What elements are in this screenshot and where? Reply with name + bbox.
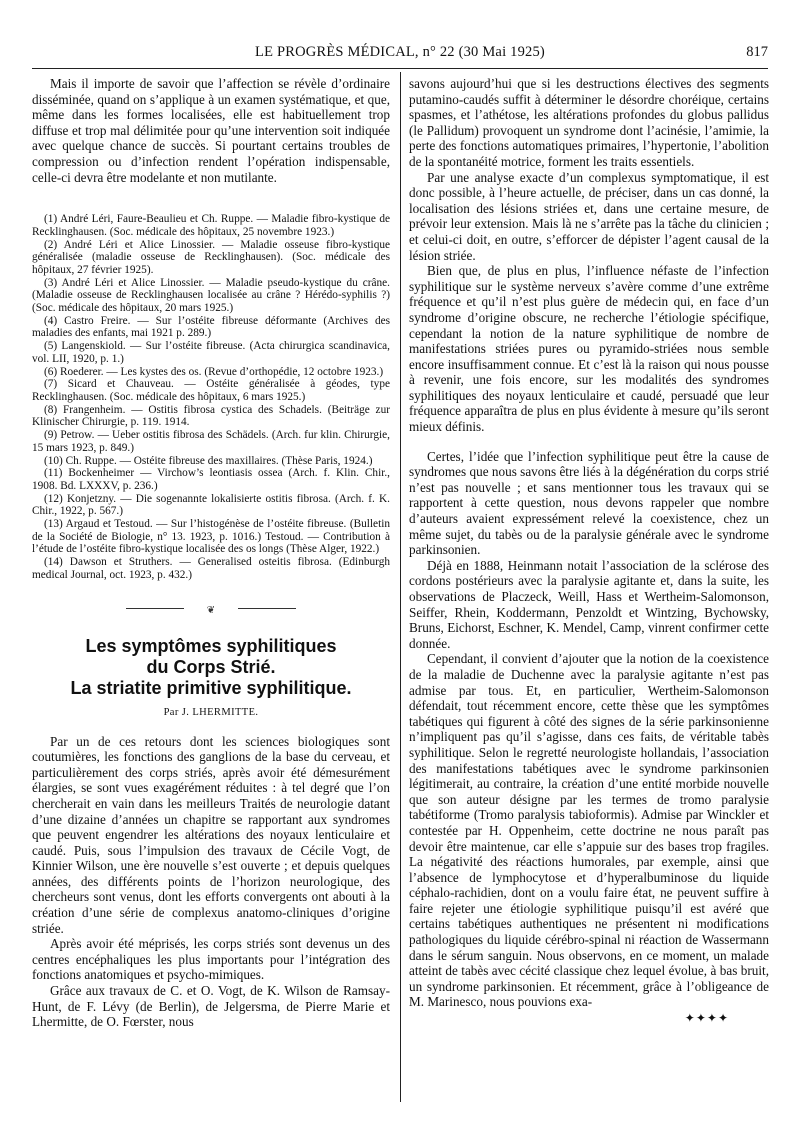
paragraph-gap [409, 435, 769, 449]
footnote: (1) André Léri, Faure-Beaulieu et Ch. Ruppe. — Maladie fibro-kystique de Recklinghausen. (Soc. médicale des hôpitaux, 25 novembre 1923.) [32, 213, 390, 238]
ornament-line-left [126, 608, 184, 609]
fleuron-icon: ❦ [206, 604, 216, 616]
article-title-line: Les symptômes syphilitiques [85, 635, 337, 656]
footnote: (9) Petrow. — Ueber ostitis fibrosa des Schädels. (Arch. fur klin. Chirurgie, 15 mars 1923, p. 849.) [32, 429, 390, 454]
end-mark-row [409, 1010, 769, 1026]
body-paragraph: Cependant, il convient d’ajouter que la notion de la coexistence de la maladie de Duchenne avec la paralysie agitante n’est pas admise par tous. Et, en particulier, Wertheim-Salomonson défendait, tout récemment encore, cette thèse que les symptômes tabétiques qui figurent à côté des signes de la série parkinsonienne n’impliquent pas qu’il s’agisse, dans ces faits, de véritable tabès syphilitique. Selon le regretté neurologiste hollandais, l’association des manifestations tabétiques avec le syndrome parkinsonien légitimerait, au contraire, la création d’une entité morbide nouvelle que son auteur désigne par les termes de tromo paralysie tabétiforme (Tromo paralysis tabioformis). Admise par Winckler et contestée par H. Oppenheim, cette doctrine ne nous paraît pas devoir être maintenue, car elle s’appuie sur des bases trop fragiles. La négativité des réactions humorales, par exemple, ainsi que l’absence de lymphocytose et d’hyperalbuminose du liquide céphalo-rachidien, dont on a voulu faire état, ne peuvent suffire à faire rejeter une étiologie syphilitique puisqu’il est avéré que certains tabétiques authentiques ne présentent ni modifications pathologiques du liquide cérébro-spinal ni réaction de Wassermann dans le sérum sanguin. Nous observons, en ce moment, un malade atteint de tabès avec cécité classique chez lequel évolue, à bas bruit, un syndrome parkinsonien. Et récemment, grâce à l’obligeance de M. Marinesco, nous pouvions exa- [409, 651, 769, 1010]
body-paragraph: Bien que, de plus en plus, l’influence néfaste de l’infection syphilitique sur le système nerveux s’avère comme d’une extrême fréquence et qu’il n’est plus guère de médecin qui, en face d’un syndrome d’origine obscure, ne recherche l’étiologie spécifique, cependant la notion de la nature syphilitique de nombre de manifestations striées pures ou pyramido-striées nous semble encore insuffisamment connue. Et c’est là la raison qui nous pousse à revenir, une fois encore, sur les modalités des syndromes syphilitiques des noyaux lenticulaire et caudé, persuadé que leur fréquence apparaîtra de plus en plus évidente à mesure qu’ils seront mieux définis. [409, 263, 769, 435]
footnote: (10) Ch. Ruppe. — Ostéite fibreuse des maxillaires. (Thèse Paris, 1924.) [44, 454, 373, 467]
footnote: (12) Konjetzny. — Die sogenannte lokalisierte ostitis fibrosa. (Arch. f. K. Chir., 1922, p. 567.) [32, 492, 390, 518]
footnote: (3) André Léri et Alice Linossier. — Maladie pseudo-kystique du crâne. (Maladie osseuse de Recklinghausen localisée au crâne ? Hérédo-syphilis ?) (Soc. médicale des hôpitaux, 20 mars 1925.) [32, 276, 390, 315]
intro-paragraph: Mais il importe de savoir que l’affection se révèle d’ordinaire disséminée, quand on s’applique à un examen systématique, et que, même dans les formes localisées, elle est habituellement trop diffuse et trop mal délimitée pour qu’une intervention soit indiquée avec quelque chance de succès. Si pourtant certains troubles de compression ou d’infection rendent l’opération indispensable, celle-ci devra être modelante et non mutilante. [32, 76, 390, 185]
article-title [32, 636, 390, 699]
body-paragraph: Par une analyse exacte d’un complexus symptomatique, il est donc possible, à l’heure actuelle, de préciser, dans un cas donné, la localisation des lésions striées et, dans une certaine mesure, de prévoir leur extension. Mais là ne s’arrête pas la tâche du clinicien ; et celui-ci doit, en outre, s’efforcer de dépister l’agent causal de la lésion striée. [409, 169, 769, 263]
footnote: (5) Langenskiold. — Sur l’ostéite fibreuse. (Acta chirurgica scandinavica, vol. LII, 1920, p. 1.) [32, 340, 390, 365]
right-column [409, 76, 769, 1026]
article-title-line: du Corps Strié. [146, 656, 276, 677]
left-column [32, 76, 390, 1030]
footnotes [32, 213, 390, 581]
page-number: 817 [746, 44, 768, 60]
footnote: (11) Bockenheimer — Virchow’s leontiasis ossea (Arch. f. Klin. Chir., 1908. Bd. LXXXV, p. 236.) [32, 467, 390, 492]
body-paragraph: Certes, l’idée que l’infection syphilitique peut être la cause de syndromes que nous savons être liés à la dégénération du corps strié n’est pas nouvelle ; et sans mentionner tous les travaux qui se rapportent à cette question, nous devons rappeler que nombre d’auteurs avaient expressément relevé la coexistence, chez un même sujet, du tabès ou de la paralysie générale avec le syndrome parkinsonien. [409, 448, 769, 558]
body-paragraph: savons aujourd’hui que si les destructions électives des segments putamino-caudés suffit à déterminer le désordre choréique, certains spasmes, et l’athétose, les altérations profondes du globus pallidus (le Pallidum) provoquent un syndrome dont l’acinésie, l’amimie, la perte des fonctions automatiques primaires, l’hypertonie, l’abolition de la spontanéité motrice, forment les traits essentiels. [409, 76, 769, 169]
footnote: (7) Sicard et Chauveau. — Ostéite généralisée à géodes, type Recklinghausen. (Soc. médicale des hôpitaux, 6 mars 1925.) [32, 378, 390, 403]
footnote: (6) Roederer. — Les kystes des os. (Revue d’orthopédie, 12 octobre 1923.) [44, 365, 384, 378]
body-paragraph: Grâce aux travaux de C. et O. Vogt, de K. Wilson de Ramsay-Hunt, de F. Lévy (de Berlin), de Jelgersma, de Pierre Marie et Lhermitte, de O. Fœrster, nous [32, 983, 390, 1030]
section-ornament [32, 602, 390, 614]
article-title-line: La striatite primitive syphilitique. [70, 677, 352, 698]
column-divider [400, 72, 401, 1102]
end-mark: ✦✦✦✦ [684, 1011, 729, 1026]
body-paragraph: Après avoir été méprisés, les corps striés sont devenus un des centres encéphaliques les plus importants pour l’intégration des fonctions anatomiques et psycho-mimiques. [32, 936, 390, 983]
footnote: (2) André Léri et Alice Linossier. — Maladie osseuse fibro-kystique généralisée (maladie osseuse de Recklinghausen). (Soc. médicale des hôpitaux, 27 février 1925). [32, 238, 390, 276]
running-header [32, 44, 768, 66]
footnote: (8) Frangenheim. — Ostitis fibrosa cystica des Schadels. (Beiträge zur Klinischer Chirurgie, p. 119. 1914. [32, 403, 390, 429]
footnote: (13) Argaud et Testoud. — Sur l’histogénèse de l’ostéite fibreuse. (Bulletin de la Société de Biologie, n° 13. 1923, p. 1016.) Testoud. — Contribution à l’étude de l’ostéite fibro-kystique localisée des os longs (Thèse Alger, 1922.) [32, 518, 390, 556]
author-byline: Par J. LHERMITTE. [163, 706, 259, 718]
body-paragraph: Par un de ces retours dont les sciences biologiques sont coutumières, les fonctions des ganglions de la base du cerveau, et particulièrement des corps striés, après avoir été démesurément élargies, se sont vues exagérément réduites : à tel degré que l’on chercherait en vain dans les meilleurs Traités de neurologie datant d’une dizaine d’années un chapitre se rapportant aux syndromes que peuvent engendrer les altérations des noyaux lenticulaire et caudé. Puis, sous l’impulsion des travaux de Cécile Vogt, de Kinnier Wilson, une ère nouvelle s’est ouverte ; et depuis quelques années, des différents points de l’horizon neurologique, des chercheurs sont venus, dont les efforts convergents ont abouti à la création d’une série de complexus anatomo-cliniques d’origine striée. [32, 733, 390, 936]
footnote: (14) Dawson et Struthers. — Generalised osteitis fibrosa. (Edinburgh medical Journal, oct. 1923, p. 432.) [32, 556, 390, 581]
ornament-line-right [238, 608, 296, 609]
header-rule [32, 68, 768, 69]
journal-title: LE PROGRÈS MÉDICAL, n° 22 (30 Mai 1925) [255, 44, 545, 60]
body-paragraph: Déjà en 1888, Heinmann notait l’association de la sclérose des cordons postérieurs avec la paralysie agitante et, dans la suite, les observations de Placzeck, Weill, Hass et Wertheim-Salomonson, Seiffer, Rhein, Koddermann, Penzoldt et Wintzing, Bychowsky, Bruns, Eichorst, Eschner, K. Mendel, Camp, vinrent confirmer cette donnée. [409, 557, 769, 651]
footnote: (4) Castro Freire. — Sur l’ostéite fibreuse déformante (Archives des maladies des enfants, mai 1921 p. 289.) [32, 314, 390, 340]
